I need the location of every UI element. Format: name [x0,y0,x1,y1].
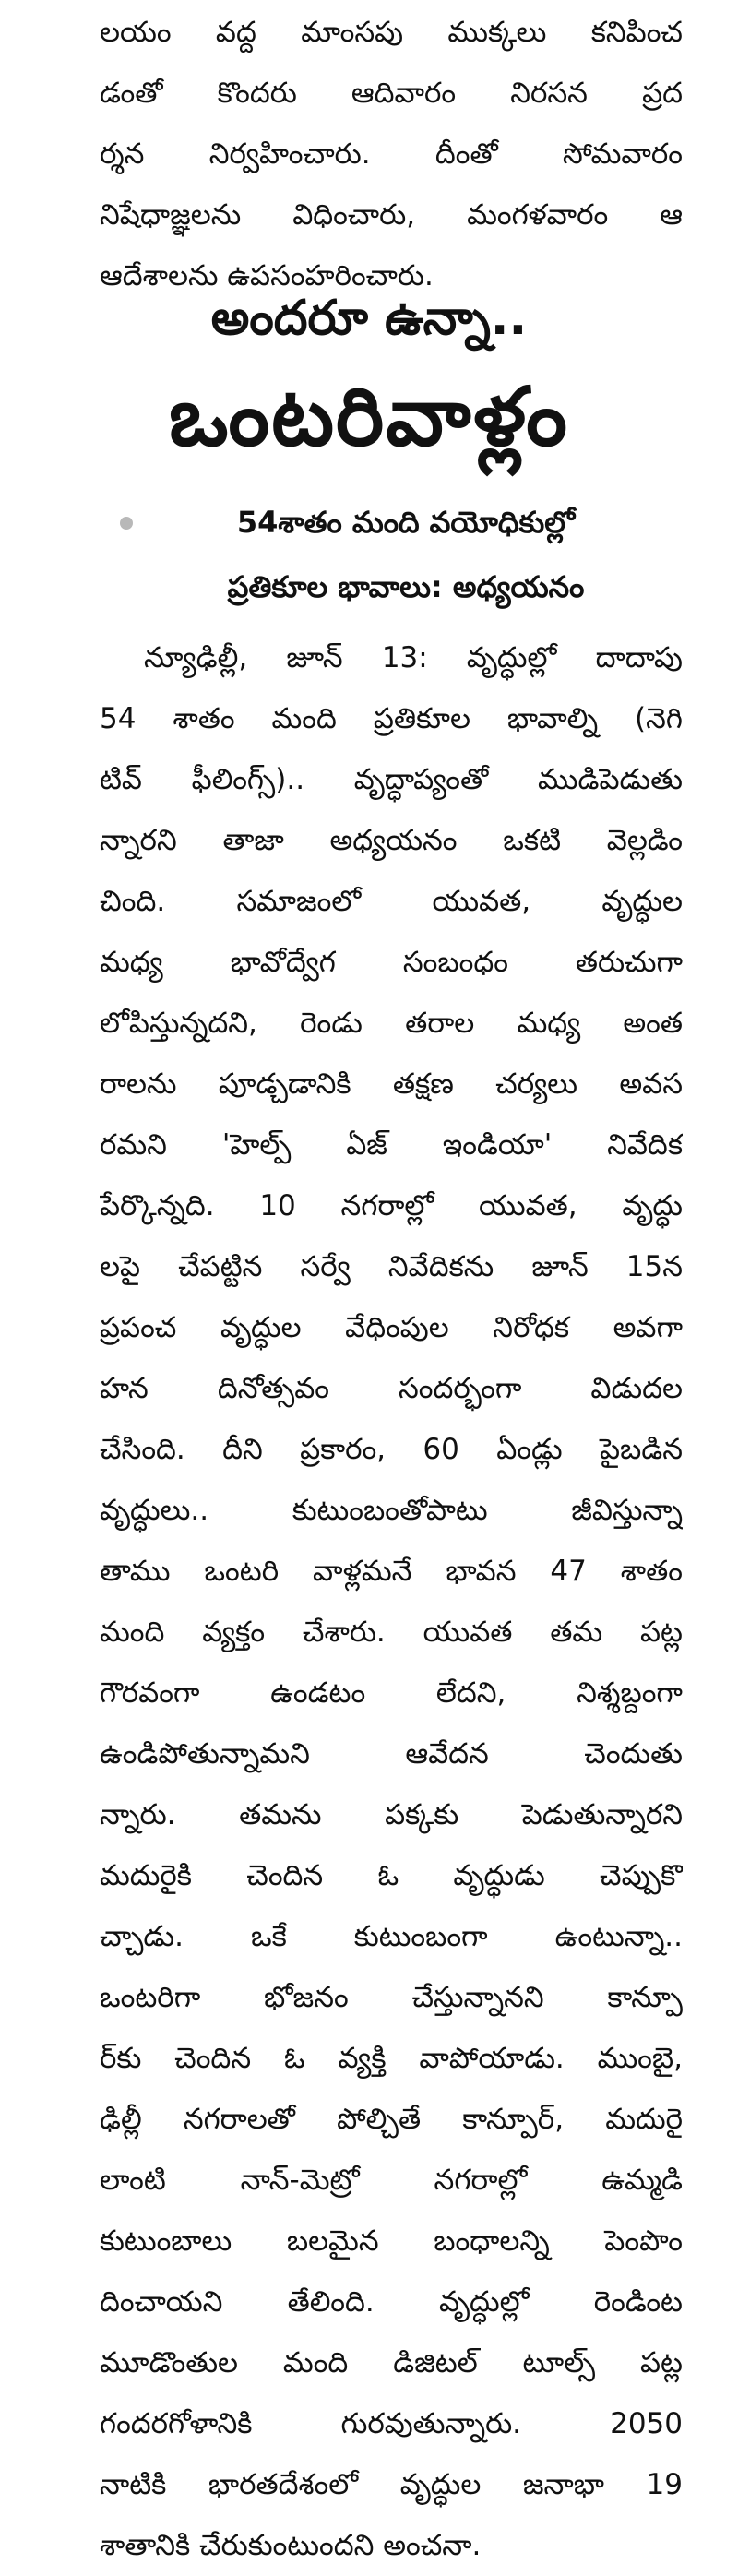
article-kicker: అందరూ ఉన్నా.. [210,291,528,346]
intro-line: లయం వద్ద మాంసపు ముక్కలు కనిపించ [100,16,683,49]
body-line: ఉండిపోతున్నామని ఆవేదన చెందుతు [100,1737,683,1771]
body-line: న్నారు. తమను పక్కకు పెడుతున్నారని [100,1798,683,1831]
body-line: గౌరవంగా ఉండటం లేదని, నిశ్శబ్దంగా [100,1676,683,1710]
body-line: రమని 'హెల్ప్ ఏజ్ ఇండియా' నివేదిక [100,1128,683,1162]
body-line: కుటుంబాలు బలమైన బంధాలన్ని పెంపొం [100,2224,683,2258]
body-line: చింది. సమాజంలో యువత, వృద్ధుల [100,885,683,918]
intro-line: ర్శన నిర్వహించారు. దీంతో సోమవారం [100,137,683,171]
body-line: ఒంటరిగా భోజనం చేస్తున్నానని కాన్పూ [100,1981,683,2014]
article-subheading-line: ప్రతికూల భావాలు: అధ్యయనం [227,569,585,604]
body-line: తాము ఒంటరి వాళ్లమనే భావన 47 శాతం [100,1555,683,1588]
body-line: టివ్ ఫీలింగ్స్).. వృద్ధాప్యంతో ముడిపెడుతు [100,763,683,796]
body-line: లాంటి నాన్-మెట్రో నగరాల్లో ఉమ్మడి [100,2164,683,2197]
article-subheading-line: 54శాతం మంది వయోధికుల్లో [236,505,576,540]
body-line: మదురైకి చెందిన ఓ వృద్ధుడు చెప్పుకొ [100,1859,683,1892]
body-line: న్యూఢిల్లీ, జూన్ 13: వృద్ధుల్లో దాదాపు [144,641,683,674]
bullet-icon [120,517,133,530]
body-line: ప్రపంచ వృద్ధుల వేధింపుల నిరోధక అవగా [100,1311,683,1344]
body-line: గందరగోళానికి గురవుతున్నారు. 2050 [100,2407,683,2440]
body-line: శాతానికి చేరుకుంటుందని అంచనా. [100,2529,482,2562]
body-line: రాలను పూడ్చడానికి తక్షణ చర్యలు అవస [100,1067,683,1101]
body-line: మూడొంతుల మంది డిజిటల్ టూల్స్ పట్ల [100,2346,683,2379]
body-line: ఢిల్లీ నగరాలతో పోల్చితే కాన్పూర్, మదురై [100,2103,683,2136]
body-line: 54 శాతం మంది ప్రతికూల భావాల్ని (నెగి [100,702,683,735]
intro-line: ఆదేశాలను ఉపసంహరించారు. [100,259,434,292]
body-line: నాటికి భారతదేశంలో వృద్ధుల జనాభా 19 [100,2468,683,2501]
intro-line: నిషేధాజ్ఞలను విధించారు, మంగళవారం ఆ [100,198,683,232]
previous-article-ending [100,2,683,306]
intro-line: డంతో కొందరు ఆదివారం నిరసన ప్రద [100,77,683,110]
body-line: మంది వ్యక్తం చేశారు. యువత తమ పట్ల [100,1616,683,1649]
body-line: లపై చేపట్టిన సర్వే నివేదికను జూన్ 15న [100,1250,683,1283]
body-line: న్నారని తాజా అధ్యయనం ఒకటి వెల్లడిం [100,824,683,857]
body-line: చ్చాడు. ఒకే కుటుంబంగా ఉంటున్నా.. [100,1920,683,1953]
body-line: చేసింది. దీని ప్రకారం, 60 ఏండ్లు పైబడిన [100,1433,683,1466]
body-line: లోపిస్తున్నదని, రెండు తరాల మధ్య అంత [100,1007,683,1040]
body-line: ర్‌కు చెందిన ఓ వ్యక్తి వాపోయాడు. ముంబై, [100,2042,683,2075]
article-body [100,627,683,2576]
body-line: హన దినోత్సవం సందర్భంగా విడుదల [100,1372,683,1405]
article-headline: ఒంటరివాళ్లం [169,369,569,464]
body-line: వృద్ధులు.. కుటుంబంతోపాటు జీవిస్తున్నా [100,1494,683,1527]
body-line: పేర్కొన్నది. 10 నగరాల్లో యువత, వృద్ధు [100,1189,683,1222]
body-line: దించాయని తేలింది. వృద్ధుల్లో రెండింట [100,2285,683,2319]
body-line: మధ్య భావోద్వేగ సంబంధం తరుచుగా [100,946,683,979]
